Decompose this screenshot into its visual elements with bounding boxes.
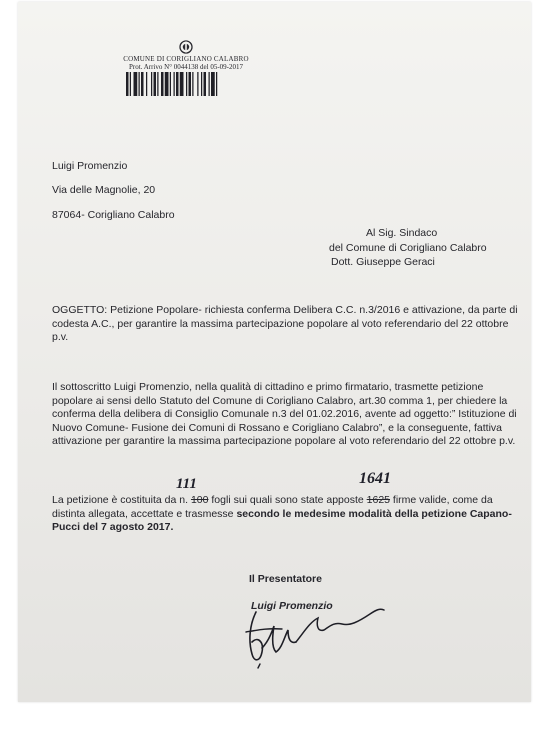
petition-text-c: firme valide, come da <box>390 494 493 506</box>
subject-line-1: OGGETTO: Petizione Popolare- richiesta conferma Delibera C.C. n.3/2016 e attivazione, da parte di <box>52 304 518 316</box>
body-paragraph <box>52 381 527 449</box>
body-line-4: Nuovo Comune- Fusione dei Comuni di Rossano e Corigliano Calabro”, e la conseguente, fattiva <box>52 421 502 434</box>
body-line-1: Il sottoscritto Luigi Promenzio, nella qualità di cittadino e primo firmatario, trasmette petizione <box>52 381 484 393</box>
body-line-2: popolare ai sensi dello Statuto del Comune di Corigliano Calabro, art.30 comma 1, per chiedere la <box>52 394 508 407</box>
recipient-line-1: Al Sig. Sindaco <box>366 227 438 239</box>
pages-typed-struck: 100 <box>190 494 209 506</box>
recipient-line-3: Dott. Giuseppe Geraci <box>331 256 435 268</box>
presenter-name: Luigi Promenzio <box>251 600 333 612</box>
stamp-protocol-number: Prot. Arrivo N° 0044138 del 05-09-2017 <box>128 63 243 71</box>
protocol-stamp <box>116 40 256 96</box>
subject-paragraph <box>52 304 522 345</box>
stamp-title: COMUNE DI CORIGLIANO CALABRO <box>123 55 249 63</box>
body-line-3: conferma della delibera di Consiglio Comunale n.3 del 01.02.2016, avente ad oggetto:” Istituzione di <box>52 408 517 421</box>
body-line-5: attivazione per garantire la massima partecipazione popolare al voto referendario del 22 ottobre p.v. <box>52 435 516 448</box>
sender-city: 87064- Corigliano Calabro <box>52 209 175 221</box>
municipal-emblem-icon <box>179 40 193 54</box>
handwritten-pages-count: 111 <box>176 476 197 492</box>
barcode <box>126 72 246 96</box>
sender-name: Luigi Promenzio <box>52 160 128 172</box>
handwritten-signature-count: 1641 <box>359 470 391 487</box>
petition-line-2 <box>52 508 527 522</box>
petition-paragraph <box>52 494 527 535</box>
subject-line-2: codesta A.C., per garantire la massima partecipazione popolare al voto referendario del 22 ottobre <box>52 317 509 330</box>
petition-line-1 <box>52 494 527 508</box>
petition-text-a: La petizione è costituita da n. <box>52 494 191 506</box>
handwritten-signature <box>238 602 388 672</box>
petition-line-3: Pucci del 7 agosto 2017. <box>52 521 174 534</box>
subject-line-3: p.v. <box>52 331 69 344</box>
sender-street: Via delle Magnolie, 20 <box>52 184 156 196</box>
petition-line-2-bold: secondo le medesime modalità della petizione Capano- <box>236 507 512 520</box>
letter-page <box>18 2 531 702</box>
recipient-line-2: del Comune di Corigliano Calabro <box>329 242 487 254</box>
presenter-label: Il Presentatore <box>249 573 322 585</box>
petition-text-b: fogli sui quali sono state apposte <box>208 494 367 506</box>
signatures-typed-struck: 1625 <box>366 494 391 506</box>
petition-line-2-text: distinta allegata, accettate e trasmesse <box>52 507 237 520</box>
